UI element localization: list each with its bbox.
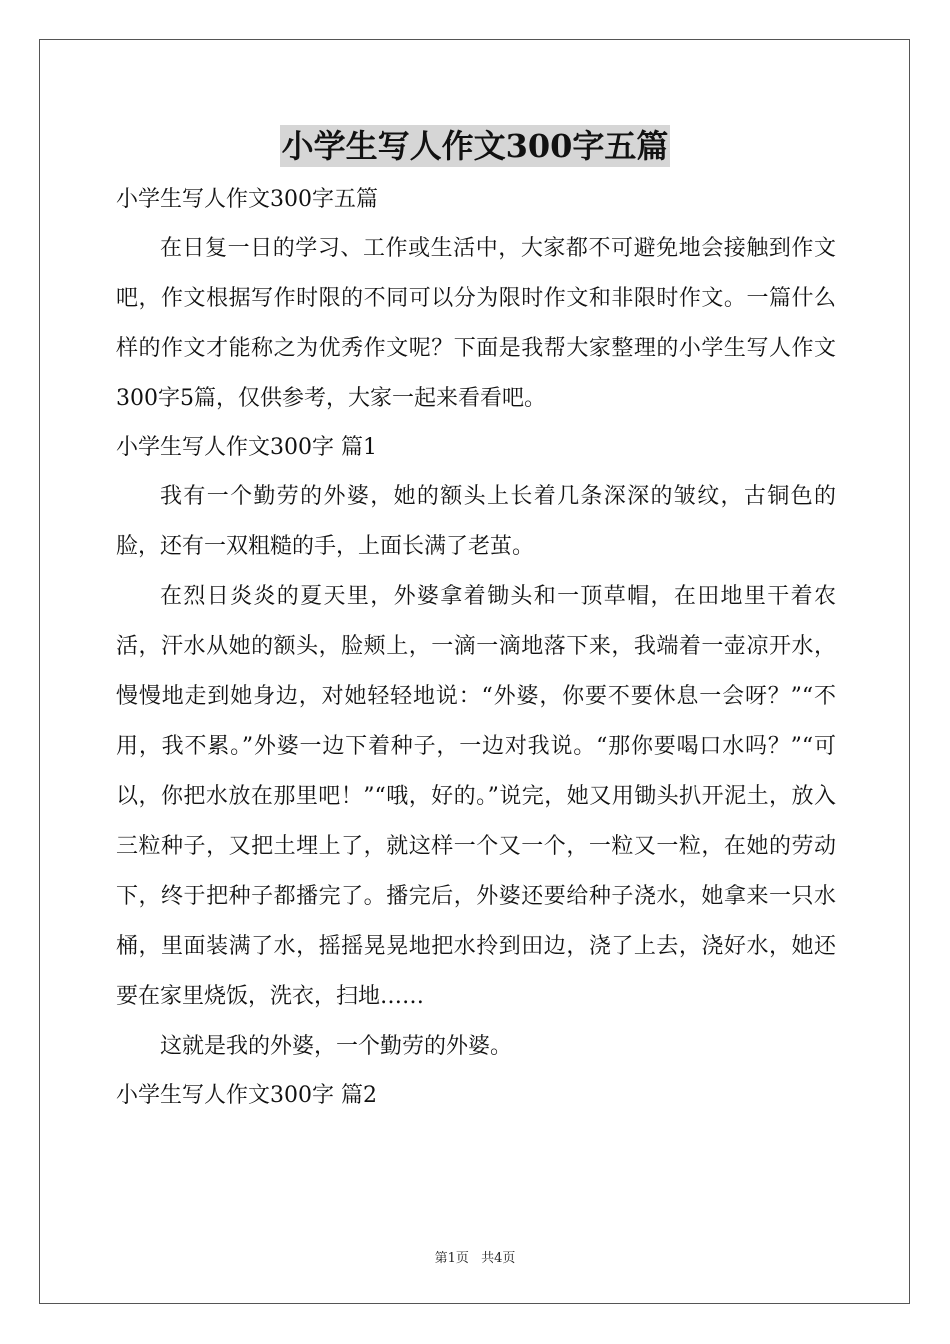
title-container bbox=[0, 125, 950, 167]
intro-paragraph: 在日复一日的学习、工作或生活中，大家都不可避免地会接触到作文吧，作文根据写作时限的不同可以分为限时作文和非限时作文。一篇什么样的作文才能称之为优秀作文呢？下面是我帮大家整理的小学生写人作文300字5篇，仅供参考，大家一起来看看吧。 bbox=[116, 236, 836, 411]
body-paragraph: 在烈日炎炎的夏天里，外婆拿着锄头和一顶草帽，在田地里干着农活，汗水从她的额头，脸颊上，一滴一滴地落下来，我端着一壶凉开水，慢慢地走到她身边，对她轻轻地说：“外婆，你要不要休息一会呀？”“不用，我不累。”外婆一边下着种子，一边对我说。“那你要喝口水吗？”“可以，你把水放在那里吧！”“哦，好的。”说完，她又用锄头扒开泥土，放入三粒种子，又把土埋上了，就这样一个又一个，一粒又一粒，在她的劳动下，终于把种子都播完了。播完后，外婆还要给种子浇水，她拿来一只水桶，里面装满了水，摇摇晃晃地把水拎到田边，浇了上去，浇好水，她还要在家里烧饭，洗衣，扫地…… bbox=[116, 584, 836, 1009]
page-footer bbox=[0, 1247, 950, 1266]
section-heading-1: 小学生写人作文300字 篇1 bbox=[116, 435, 377, 460]
document-body bbox=[116, 176, 836, 1120]
page-total: 共4页 bbox=[481, 1251, 516, 1266]
body-paragraph: 我有一个勤劳的外婆，她的额头上长着几条深深的皱纹，古铜色的脸，还有一双粗糙的手，上面长满了老茧。 bbox=[116, 484, 836, 559]
subtitle-heading: 小学生写人作文300字五篇 bbox=[116, 187, 378, 212]
document-title: 小学生写人作文300字五篇 bbox=[281, 127, 669, 165]
section-heading-2: 小学生写人作文300字 篇2 bbox=[116, 1083, 377, 1108]
page-number: 第1页 bbox=[434, 1251, 469, 1266]
body-paragraph: 这就是我的外婆，一个勤劳的外婆。 bbox=[160, 1034, 513, 1059]
